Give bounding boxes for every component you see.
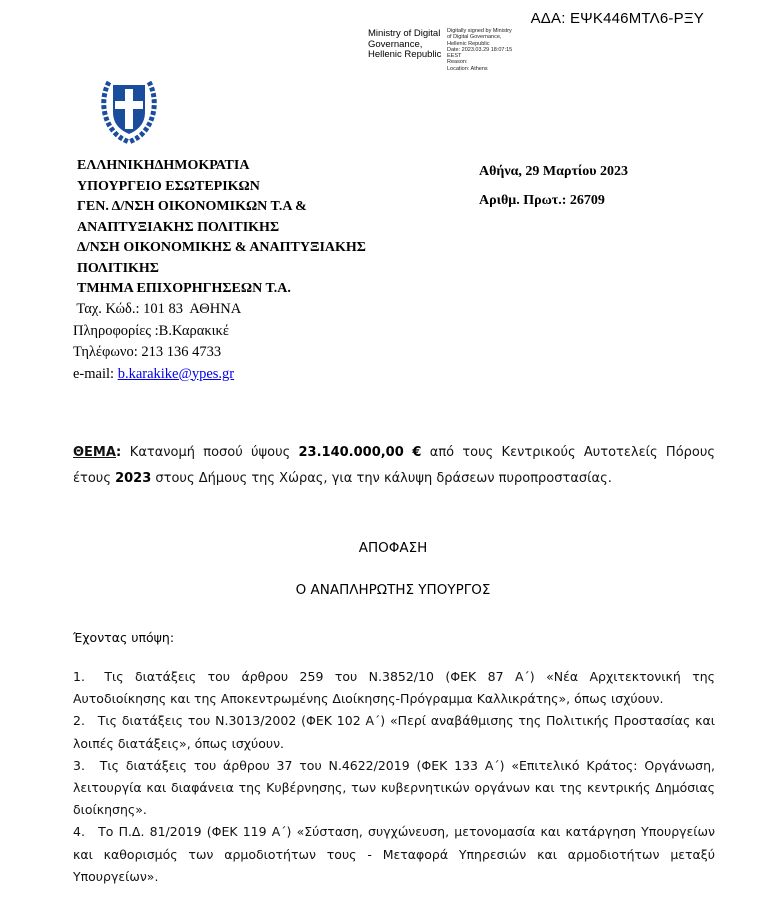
list-item (73, 755, 715, 822)
subject-paragraph (73, 440, 715, 491)
authority-line: ΥΠΟΥΡΓΕΙΟ ΕΣΩΤΕΡΙΚΩΝ (77, 178, 260, 194)
signature-detail-line: of Digital Governance, (447, 34, 502, 41)
item-text: Τις διατάξεις του Ν.3013/2002 (ΦΕΚ 102 Α΄) «Περί αναβάθμισης της Πολιτικής Προστασίας και λοιπές διατάξεις», όπως ισχύουν. (73, 713, 715, 751)
signature-detail-line: Date: 2023.03.29 18:07:15 (447, 46, 513, 53)
issuing-authority (77, 156, 366, 300)
authority-line: ΓΕΝ. Δ/ΝΣΗ ΟΙΚΟΝΟΜΙΚΩΝ Τ.Α & (77, 199, 307, 214)
item-text: Το Π.Δ. 81/2019 (ΦΕΚ 119 Α΄) «Σύσταση, συγχώνευση, μετονομασία και κατάργηση Υπουργείων και καθορισμός των αρμοδιοτήτων τους - Μεταφορά Υπηρεσιών και αρμοδιοτήτων μεταξύ Υπουργείων». (73, 824, 715, 884)
signature-detail-line: EEST (447, 53, 462, 60)
signature-detail-line: Digitally signed by Ministry (447, 28, 512, 34)
postal-code: Ταχ. Κώδ.: 101 83 ΑΘΗΝΑ (73, 301, 242, 317)
document-reference (479, 157, 628, 215)
authority-line: ΤΜΗΜΑ ΕΠΙΧΟΡΗΓΗΣΕΩΝ Τ.Α. (77, 281, 291, 296)
email-line (73, 364, 241, 386)
list-item (73, 666, 715, 710)
email-link[interactable]: b.karakike@ypes.gr (117, 365, 235, 382)
subject-text: Κατανομή ποσού ύψους (129, 445, 299, 460)
phone-number: Τηλέφωνο: 213 136 4733 (73, 344, 222, 360)
list-item (73, 821, 715, 888)
item-number: 1. (73, 669, 85, 684)
having-in-mind: Έχοντας υπόψη: (73, 630, 175, 645)
signer-line: Ministry of Digital (368, 28, 441, 39)
signature-details (447, 28, 512, 72)
item-text: Τις διατάξεις του άρθρου 37 του Ν.4622/2019 (ΦΕΚ 133 Α΄) «Επιτελικό Κράτος: Οργάνωση, λειτουργία και διαφάνεια της Κυβέρνησης, των κυβερνητικών οργάνων και της κεντρικής Δημόσιας διοίκησης». (73, 757, 715, 818)
signer-line: Governance, (368, 38, 423, 50)
signature-detail-line: Hellenic Republic (447, 40, 490, 47)
list-item (73, 710, 715, 754)
protocol-number: Αριθμ. Πρωτ.: 26709 (479, 193, 605, 208)
ada-code: ΑΔΑ: ΕΨΚ446ΜΤΛ6-ΡΞΥ (530, 10, 704, 27)
item-text: Τις διατάξεις του άρθρου 259 του Ν.3852/10 (ΦΕΚ 87 Α΄) «Νέα Αρχιτεκτονική της Αυτοδιοίκησης και της Αποκεντρωμένης Διοίκησης-Πρόγραμμα Καλλικράτης», όπως ισχύουν. (73, 669, 715, 707)
signature-detail-line: Reason: (447, 59, 468, 66)
item-number: 4. (73, 824, 85, 840)
subject-colon: : (115, 445, 130, 460)
signature-detail-line: Location: Athens (447, 65, 488, 72)
contact-block (73, 299, 241, 385)
decision-title: ΑΠΟΦΑΣΗ (358, 540, 428, 556)
item-number: 3. (73, 757, 85, 773)
greek-coat-of-arms-icon (98, 72, 160, 144)
subject-text: στους Δήμους της Χώρας, για την κάλυψη δράσεων πυροπροστασίας. (151, 470, 612, 486)
item-number: 2. (73, 713, 85, 729)
document-date: Αθήνα, 29 Μαρτίου 2023 (479, 164, 629, 179)
authority-line: ΑΝΑΠΤΥΞΙΑΚΗΣ ΠΟΛΙΤΙΚΗΣ (77, 219, 280, 235)
digital-signer (368, 29, 441, 61)
subject-year: 2023 (115, 470, 152, 486)
subject-label: ΘΕΜΑ (73, 445, 116, 460)
authority-line: ΠΟΛΙΤΙΚΗΣ (77, 260, 159, 276)
subject-text: από τους Κεντρικούς Αυτοτελείς Πόρους έτους (73, 445, 716, 486)
considerations-list (73, 666, 715, 888)
email-label: e-mail: (73, 365, 118, 382)
signer-line: Hellenic Republic (368, 49, 442, 60)
minister-title: Ο ΑΝΑΠΛΗΡΩΤΗΣ ΥΠΟΥΡΓΟΣ (295, 582, 491, 598)
subject-amount: 23.140.000,00 € (298, 445, 422, 460)
authority-line: Δ/ΝΣΗ ΟΙΚΟΝΟΜΙΚΗΣ & ΑΝΑΠΤΥΞΙΑΚΗΣ (77, 240, 366, 255)
authority-line: ΕΛΛΗΝΙΚΗΔΗΜΟΚΡΑΤΙΑ (77, 158, 250, 173)
contact-person: Πληροφορίες :Β.Καρακικέ (73, 322, 229, 339)
